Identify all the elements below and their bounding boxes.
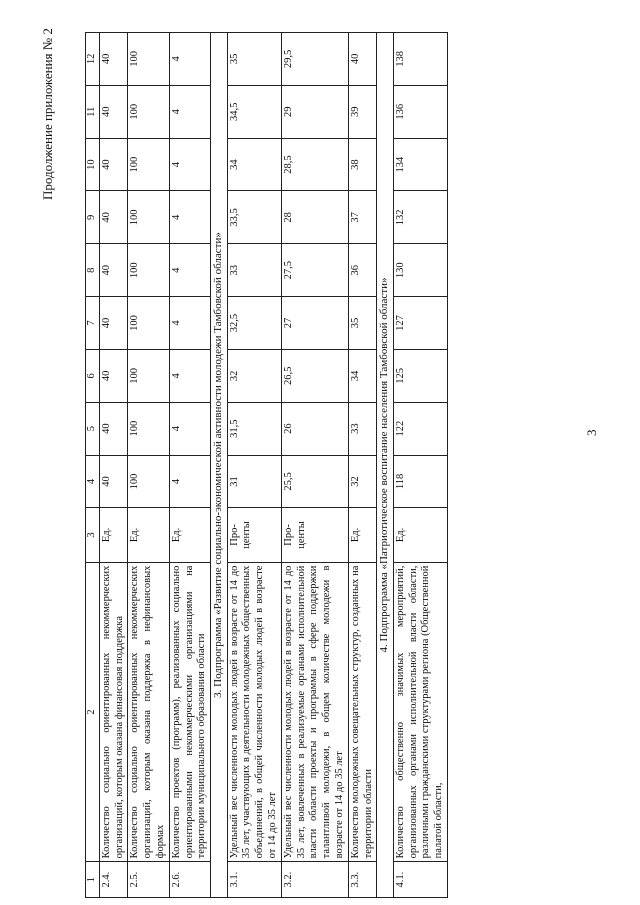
indicators-table [85, 32, 448, 898]
header-row [86, 33, 100, 898]
value-cell: 29 [281, 85, 348, 138]
section-row [211, 33, 227, 898]
unit-cell: Ед. [169, 508, 210, 562]
value-cell: 33,5 [227, 191, 281, 244]
value-cell: 4 [169, 85, 210, 138]
value-cell: 138 [393, 33, 447, 86]
table-row [348, 33, 377, 898]
value-cell: 31,5 [227, 402, 281, 455]
header-cell: 8 [86, 244, 100, 297]
header-cell: 12 [86, 33, 100, 86]
indicator-text: Удельный вес численности молодых людей в возрасте от 14 до 35 лет, участвующих в деятельности молодежных общественных объединений, в общей численности молодых людей в возрасте от 14 до 35 лет [227, 562, 281, 862]
value-cell: 32,5 [227, 297, 281, 350]
value-cell: 136 [393, 85, 447, 138]
value-cell: 4 [169, 349, 210, 402]
value-cell: 134 [393, 138, 447, 191]
value-cell: 28,5 [281, 138, 348, 191]
value-cell: 26 [281, 402, 348, 455]
value-cell: 26,5 [281, 349, 348, 402]
row-number: 2.5. [128, 862, 169, 898]
value-cell: 40 [99, 349, 128, 402]
value-cell: 4 [169, 244, 210, 297]
page-number: 3 [584, 429, 599, 436]
unit-cell: Про-центы [281, 508, 348, 562]
table-row [128, 33, 169, 898]
row-number: 4.1. [393, 862, 447, 898]
section-title-3: 3. Подпрограмма «Развитие социально-экономической активности молодежи Тамбовской области» [211, 33, 227, 898]
table-row [169, 33, 210, 898]
value-cell: 34 [348, 349, 377, 402]
value-cell: 28 [281, 191, 348, 244]
appendix-title: Продолжение приложения № 2 [40, 28, 55, 200]
unit-cell: Ед. [99, 508, 128, 562]
indicator-text: Количество молодежных совещательных структур, созданных на территории области [348, 562, 377, 862]
value-cell: 35 [348, 297, 377, 350]
header-cell: 9 [86, 191, 100, 244]
value-cell: 127 [393, 297, 447, 350]
row-number: 3.2. [281, 862, 348, 898]
unit-cell: Ед. [128, 508, 169, 562]
indicator-text: Количество проектов (программ), реализованных социально ориентированными некоммерческими организациями на территории муниципального образования области [169, 562, 210, 862]
value-cell: 122 [393, 402, 447, 455]
indicator-text: Количество общественно значимых мероприятий, организованных органами исполнительной власти области, различными гражданскими структурами региона (Общественной палатой области, [393, 562, 447, 862]
value-cell: 4 [169, 138, 210, 191]
value-cell: 100 [128, 33, 169, 86]
value-cell: 33 [227, 244, 281, 297]
value-cell: 40 [348, 33, 377, 86]
unit-cell: Ед. [348, 508, 377, 562]
value-cell: 36 [348, 244, 377, 297]
value-cell: 100 [128, 85, 169, 138]
table-row [227, 33, 281, 898]
header-cell: 7 [86, 297, 100, 350]
value-cell: 40 [99, 455, 128, 508]
value-cell: 4 [169, 402, 210, 455]
row-number: 3.3. [348, 862, 377, 898]
value-cell: 40 [99, 138, 128, 191]
value-cell: 37 [348, 191, 377, 244]
value-cell: 100 [128, 455, 169, 508]
value-cell: 29,5 [281, 33, 348, 86]
value-cell: 4 [169, 33, 210, 86]
value-cell: 40 [99, 191, 128, 244]
unit-cell: Ед. [393, 508, 447, 562]
value-cell: 100 [128, 297, 169, 350]
header-cell: 3 [86, 508, 100, 562]
value-cell: 40 [99, 297, 128, 350]
value-cell: 4 [169, 191, 210, 244]
indicator-text: Удельный вес численности молодых людей в возрасте от 14 до 35 лет, вовлеченных в реализуемые органами исполнительной власти области проекты и программы в сфере поддержки талантливой молодежи, в общем количестве молодежи в возрасте от 14 до 35 лет [281, 562, 348, 862]
value-cell: 4 [169, 297, 210, 350]
rows-subprogram-2 [99, 33, 210, 898]
header-cell: 5 [86, 402, 100, 455]
value-cell: 130 [393, 244, 447, 297]
value-cell: 33 [348, 402, 377, 455]
header-cell: 1 [86, 862, 100, 898]
indicator-text: Количество социально ориентированных некоммерческих организаций, которым оказана поддержка в нефинансовых формах [128, 562, 169, 862]
value-cell: 100 [128, 191, 169, 244]
value-cell: 38 [348, 138, 377, 191]
table-row [99, 33, 128, 898]
value-cell: 100 [128, 402, 169, 455]
value-cell: 39 [348, 85, 377, 138]
value-cell: 27 [281, 297, 348, 350]
header-cell: 6 [86, 349, 100, 402]
indicator-text: Количество социально ориентированных некоммерческих организаций, которым оказана финансовая поддержка [99, 562, 128, 862]
header-cell: 4 [86, 455, 100, 508]
table-row [393, 33, 447, 898]
header-cell: 11 [86, 85, 100, 138]
value-cell: 32 [348, 455, 377, 508]
row-number: 2.4. [99, 862, 128, 898]
header-cell: 10 [86, 138, 100, 191]
rows-subprogram-3 [227, 33, 377, 898]
value-cell: 31 [227, 455, 281, 508]
value-cell: 34,5 [227, 85, 281, 138]
rows-subprogram-4 [393, 33, 447, 898]
row-number: 2.6. [169, 862, 210, 898]
table-row [281, 33, 348, 898]
value-cell: 25,5 [281, 455, 348, 508]
value-cell: 32 [227, 349, 281, 402]
value-cell: 100 [128, 349, 169, 402]
unit-cell: Про-центы [227, 508, 281, 562]
value-cell: 100 [128, 244, 169, 297]
row-number: 3.1. [227, 862, 281, 898]
header-cell: 2 [86, 562, 100, 862]
value-cell: 132 [393, 191, 447, 244]
section-title-4: 4. Подпрограмма «Патриотическое воспитание населения Тамбовской области» [377, 33, 393, 898]
value-cell: 125 [393, 349, 447, 402]
value-cell: 35 [227, 33, 281, 86]
value-cell: 4 [169, 455, 210, 508]
value-cell: 27,5 [281, 244, 348, 297]
value-cell: 40 [99, 85, 128, 138]
value-cell: 40 [99, 33, 128, 86]
value-cell: 100 [128, 138, 169, 191]
value-cell: 34 [227, 138, 281, 191]
value-cell: 118 [393, 455, 447, 508]
section-row [377, 33, 393, 898]
value-cell: 40 [99, 402, 128, 455]
value-cell: 40 [99, 244, 128, 297]
